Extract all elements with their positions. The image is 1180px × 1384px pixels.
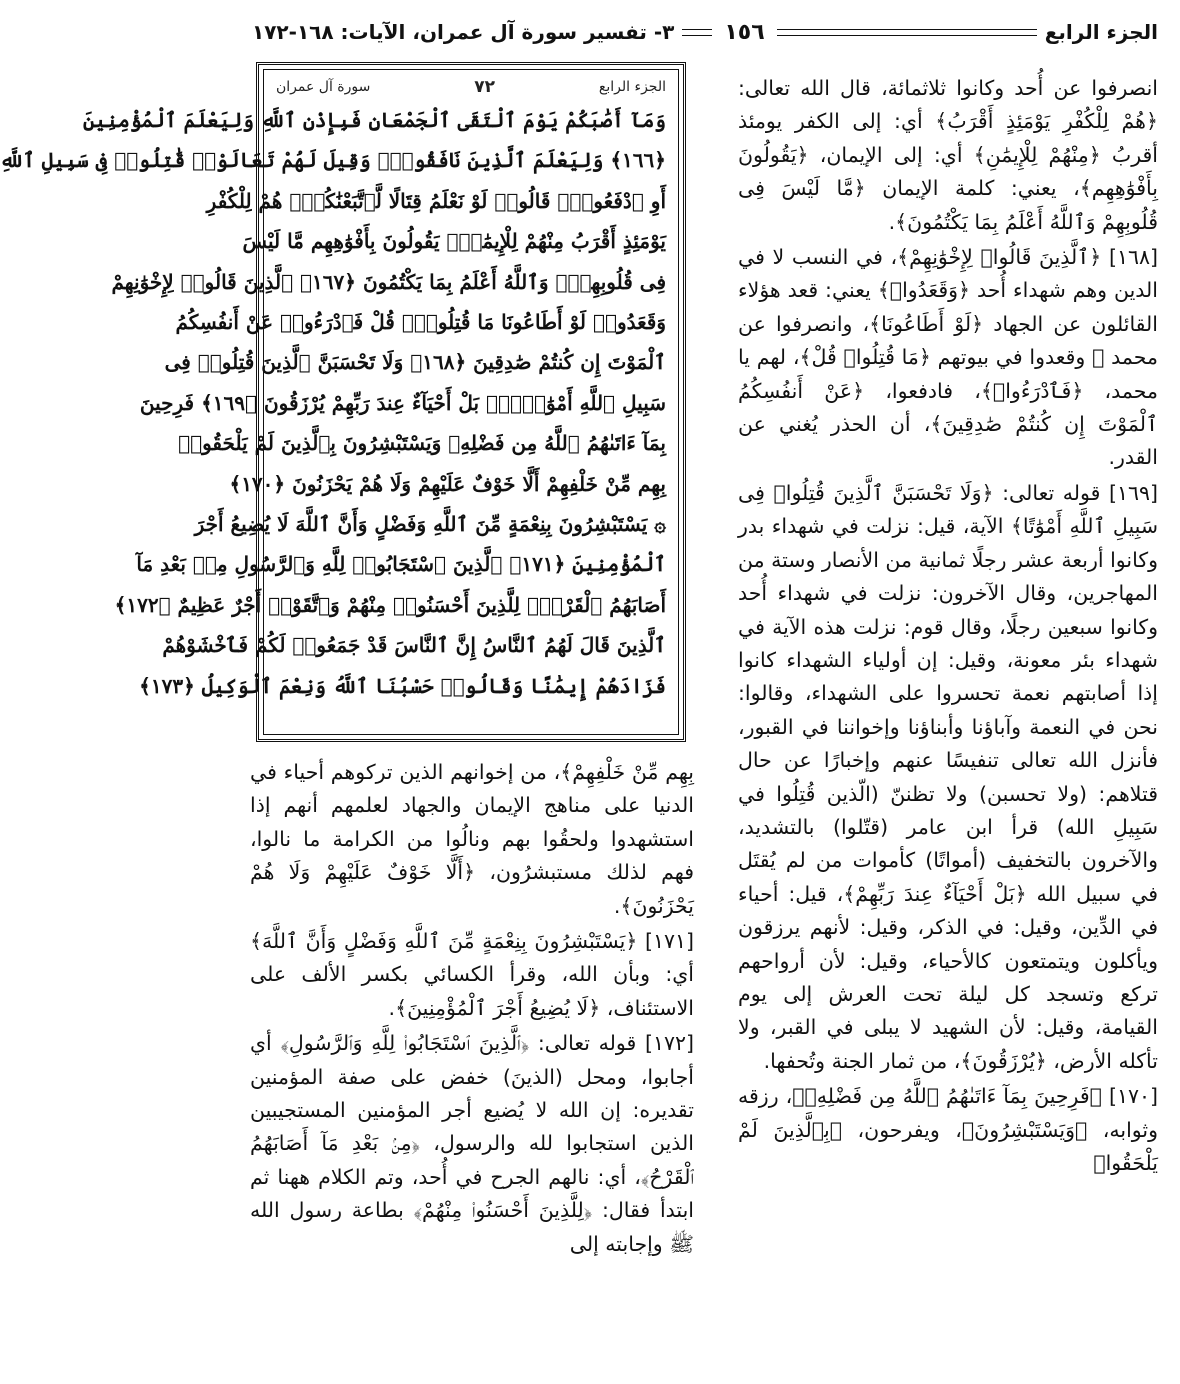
commentary-paragraph: [١٧٢] قوله تعالى: ﴿ٱلَّذِينَ ٱسْتَجَابُوا۟ لِلَّهِ وَٱلرَّسُولِ﴾ أي أجابوا، ومحل (الذينَ) خفض على صفة المؤمنين تقديره: إن الله لا يُضيع أجر المؤمنين المستجيبين الذين استجابوا لله والرسول، ﴿مِنۢ بَعْدِ مَآ أَصَابَهُمُ ٱلْقَرْحُ﴾، أي: نالهم الجرح في أُحد، وتم الكلام ههنا ثم ابتدأ فقال: ﴿لِلَّذِينَ أَحْسَنُوا۟ مِنْهُمْ﴾ بطاعة رسول الله ﷺ وإجابته إلى: [250, 1031, 694, 1256]
commentary-paragraph: بِهِم مِّنْ خَلْفِهِمْ﴾، من إخوانهم الذين تركوهم أحياء في الدنيا على مناهج الإيمان والجهاد لعلمهم أنهم إذا استشهدوا ولحقُوا بهم ونالُوا من الكرامة ما نالوا، فهم لذلك مستبشرُون، ﴿أَلَّا خَوْفٌ عَلَيْهِمْ وَلَا هُمْ يَحْزَنُونَ﴾.: [250, 760, 694, 918]
mushaf-part-label: الجزء الرابع: [598, 79, 666, 95]
commentary-paragraph: [١٦٨] ﴿ٱلَّذِينَ قَالُوا۟ لِإِخْوَٰنِهِمْ﴾، في النسب لا في الدين وهم شهداء أُحد ﴿وَقَعَدُوا۟﴾ يعني: قعد هؤلاء القائلون عن الجهاد ﴿لَوْ أَطَاعُونَا﴾، وانصرفوا عن محمد ﷺ وقعدوا في بيوتهم ﴿مَا قُتِلُوا۟ قُلْ﴾، لهم يا محمد، ﴿فَٱدْرَءُوا۟﴾، فادفعوا، ﴿عَنْ أَنفُسِكُمُ ٱلْمَوْتَ إِن كُنتُمْ صَٰدِقِينَ﴾، أن الحذر يُغني عن القدر.: [738, 245, 1158, 470]
header-title: ٣- تفسير سورة آل عمران، الآيات: ١٦٨-١٧٢: [252, 20, 675, 44]
quran-line: ۞ يَسْتَبْشِرُونَ بِنِعْمَةٍ مِّنَ ٱللَّهِ وَفَضْلٍ وَأَنَّ ٱللَّهَ لَا يُضِيعُ أَجْرَ: [194, 512, 666, 537]
header-rule-right: [777, 29, 1037, 36]
quran-line: سَبِيلِ ٱللَّهِ أَمْوَٰتًۢاۚ بَلْ أَحْيَآءٌ عِندَ رَبِّهِمْ يُرْزَقُونَ ﴿١٦٩﴾ فَرِحِينَ: [139, 390, 666, 415]
quran-line: فِى قُلُوبِهِمْۗ وَٱللَّهُ أَعْلَمُ بِمَا يَكْتُمُونَ ﴿١٦٧﴾ ٱلَّذِينَ قَالُوا۟ لِإِخْوَٰنِهِمْ: [111, 269, 666, 294]
header-page-number: ١٥٦: [724, 19, 765, 45]
quran-line: ٱلْمَوْتَ إِن كُنتُمْ صَٰدِقِينَ ﴿١٦٨﴾ وَلَا تَحْسَبَنَّ ٱلَّذِينَ قُتِلُوا۟ فِى: [164, 350, 666, 375]
quran-line: بِهِم مِّنْ خَلْفِهِمْ أَلَّا خَوْفٌ عَلَيْهِمْ وَلَا هُمْ يَحْزَنُونَ ﴿١٧٠﴾: [229, 471, 666, 496]
commentary-paragraph: انصرفوا عن أُحد وكانوا ثلاثمائة، قال الله تعالى: ﴿هُمْ لِلْكُفْرِ يَوْمَئِذٍ أَقْرَبُ﴾ أي: إلى الكفر يومئذ أقربُ ﴿مِنْهُمْ لِلْإِيمَٰنِ﴾ أي: إلى الإيمان، ﴿يَقُولُونَ بِأَفْوَٰهِهِم﴾، يعني: كلمة الإيمان ﴿مَّا لَيْسَ فِى قُلُوبِهِمْ وَٱللَّهُ أَعْلَمُ بِمَا يَكْتُمُونَ﴾.: [738, 76, 1158, 234]
left-column: [250, 756, 694, 1263]
quran-line: ٱلْمُؤْمِنِينَ ﴿١٧١﴾ ٱلَّذِينَ ٱسْتَجَابُوا۟ لِلَّهِ وَٱلرَّسُولِ مِنۢ بَعْدِ مَآ: [136, 552, 666, 577]
commentary-paragraph: [١٧١] ﴿يَسْتَبْشِرُونَ بِنِعْمَةٍ مِّنَ ٱللَّهِ وَفَضْلٍ وَأَنَّ ٱللَّهَ﴾ أي: وبأن الله، وقرأ الكسائي بكسر الألف على الاستئناف، ﴿لَا يُضِيعُ أَجْرَ ٱلْمُؤْمِنِينَ﴾.: [250, 929, 694, 1020]
mushaf-header: [276, 74, 666, 100]
page-header: [252, 14, 1158, 50]
quran-line: بِمَآ ءَاتَىٰهُمُ ٱللَّهُ مِن فَضْلِهِۦ وَيَسْتَبْشِرُونَ بِٱلَّذِينَ لَمْ يَلْحَقُوا۟: [178, 431, 666, 456]
quran-line: ٱلَّذِينَ قَالَ لَهُمُ ٱلنَّاسُ إِنَّ ٱلنَّاسَ قَدْ جَمَعُوا۟ لَكُمْ فَٱخْشَوْهُمْ: [162, 633, 666, 658]
quran-line: أَوِ ٱدْفَعُوا۟ۖ قَالُوا۟ لَوْ نَعْلَمُ قِتَالًا لَّٱتَّبَعْنَٰكُمْۗ هُمْ لِلْكُفْرِ: [206, 188, 666, 213]
right-column: [738, 72, 1158, 1182]
mushaf-surah-label: سورة آل عمران: [276, 79, 371, 95]
commentary-paragraph: [١٧٠] ﴿فَرِحِينَ بِمَآ ءَاتَىٰهُمُ ٱللَّهُ مِن فَضْلِهِۦ﴾، رزقه وثوابه، ﴿وَيَسْتَبْشِرُونَ﴾، ويفرحون، ﴿بِٱلَّذِينَ لَمْ يَلْحَقُوا۟: [738, 1084, 1158, 1175]
mushaf-frame: [0, 62, 686, 742]
header-rule-mid: [682, 29, 712, 36]
quran-line: فَزَادَهُمْ إِيمَٰنًا وَقَالُوا۟ حَسْبُنَا ٱللَّهُ وَنِعْمَ ٱلْوَكِيلُ ﴿١٧٣﴾: [139, 673, 666, 698]
quran-line: يَوْمَئِذٍ أَقْرَبُ مِنْهُمْ لِلْإِيمَٰنِۚ يَقُولُونَ بِأَفْوَٰهِهِم مَّا لَيْسَ: [242, 229, 666, 254]
commentary-paragraph: [١٦٩] قوله تعالى: ﴿وَلَا تَحْسَبَنَّ ٱلَّذِينَ قُتِلُوا۟ فِى سَبِيلِ ٱللَّهِ أَمْوَٰتًا﴾ الآية، قيل: نزلت في شهداء بدر وكانوا أربعة عشر رجلًا ثمانية من الأنصار وستة من المهاجرين، وقال الآخرون: نزلت في شهداء أُحد وكانوا سبعين رجلًا، وقال قوم: نزلت هذه الآية في شهداء بئر معونة، وقيل: إن أولياء الشهداء كانوا إذا أصابتهم نعمة تحسروا على الشهداء، وقالوا: نحن في النعمة وآباؤنا وأبناؤنا وإخواننا في القبور، فأنزل الله تعالى تنفيسًا عنهم وإخبارًا عن حال قتلاهم: (ولا تحسبن) ولا تظننّ (الّذين قُتِلُوا في سَبِيلِ الله) قرأ ابن عامر (قتّلوا) بالتشديد، والآخرون بالتخفيف (أمواتًا) كأموات من لم يُقتَل في سبيل الله ﴿بَلْ أَحْيَآءٌ عِندَ رَبِّهِمْ﴾، قيل: أحياء في الدِّين، وقيل: في الذكر، وقيل: لأنهم يرزقون ويأكلون ويتمتعون كالأحياء، وقيل: لأن أرواحهم تركع وتسجد كل ليلة تحت العرش إلى يوم القيامة، وقيل: لأن الشهيد لا يبلى في القبر، ولا تأكله الأرض، ﴿يُرْزَقُونَ﴾، من ثمار الجنة وتُحفها.: [738, 480, 1158, 1073]
quran-line: أَصَابَهُمُ ٱلْقَرْحُۚ لِلَّذِينَ أَحْسَنُوا۟ مِنْهُمْ وَٱتَّقَوْا۟ أَجْرٌ عَظِيمٌ ﴿١٧٢﴾: [114, 592, 666, 617]
quran-line: وَمَآ أَصَٰبَكُمْ يَوْمَ ٱلْتَقَى ٱلْجَمْعَانِ فَبِإِذْنِ ٱللَّهِ وَلِيَعْلَمَ ٱلْمُؤْمِنِينَ: [82, 108, 666, 132]
quran-line: وَقَعَدُوا۟ لَوْ أَطَاعُونَا مَا قُتِلُوا۟ۗ قُلْ فَٱدْرَءُوا۟ عَنْ أَنفُسِكُمُ: [175, 310, 666, 335]
header-part: الجزء الرابع: [1044, 20, 1158, 44]
mushaf-page-number: ٧٢: [474, 77, 496, 97]
quran-line: ﴿١٦٦﴾ وَلِيَعْلَمَ ٱلَّذِينَ نَافَقُوا۟ۚ وَقِيلَ لَهُمْ تَعَالَوْا۟ قَٰتِلُوا۟ فِى سَبِيلِ ٱللَّهِ: [0, 148, 666, 173]
mushaf-page: [0, 69, 679, 735]
